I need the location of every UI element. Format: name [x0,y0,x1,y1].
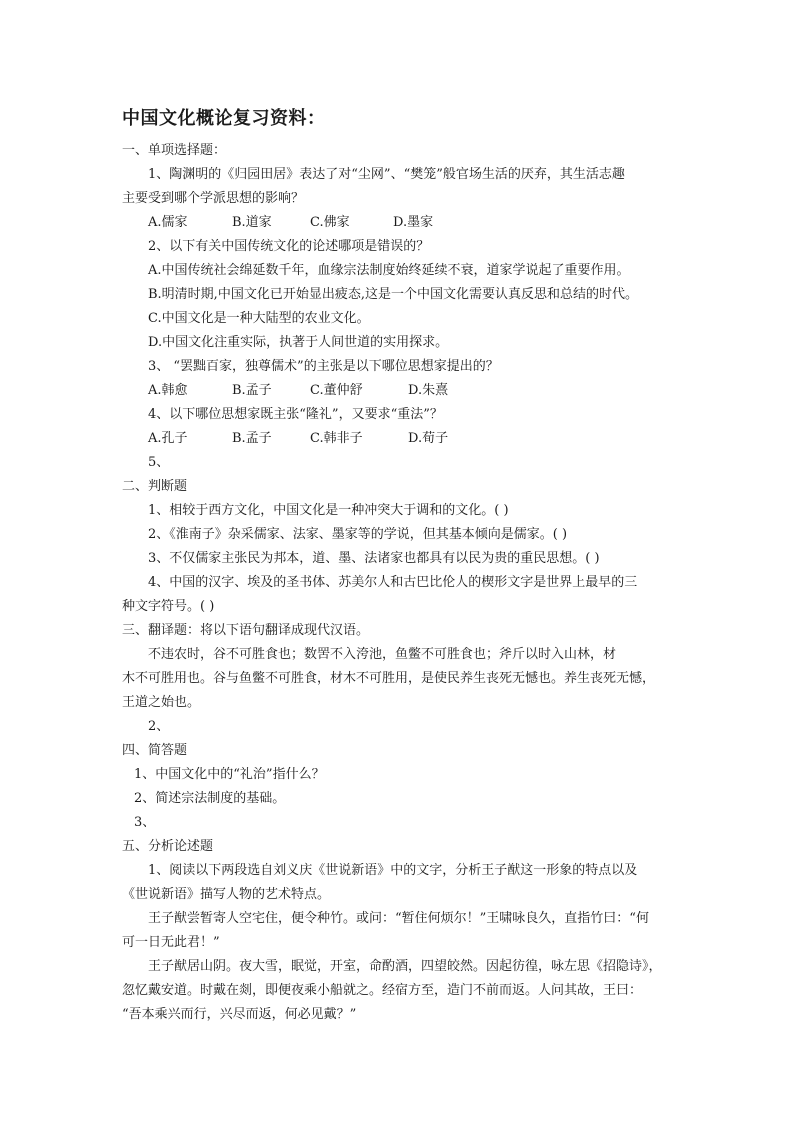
analysis-passage-2-line-1: 王子猷居山阴。夜大雪，眠觉，开室，命酌酒，四望皎然。因起彷徨，咏左思《招隐诗》， [148,959,662,974]
translation-item-2: 2、 [148,719,170,734]
short-answer-item-3: 3、 [134,815,156,830]
judgment-item-4-line-2: 种文字符号。( ) [122,599,215,614]
analysis-passage-2-line-3: “吾本乘兴而行，兴尽而返，何必见戴？” [122,1007,357,1022]
question-1-option-a: A.儒家 [148,215,188,230]
question-1-line-2: 主要受到哪个学派思想的影响？ [122,191,305,206]
question-2-option-a: A.中国传统社会绵延数千年，血缘宗法制度始终延续不衰，道家学说起了重要作用。 [148,263,630,278]
section-heading-judgment: 二、判断题 [122,479,188,494]
question-3-stem: 3、 “罢黜百家，独尊儒术”的主张是以下哪位思想家提出的？ [148,359,499,374]
question-3-option-d: D.朱熹 [408,383,449,398]
judgment-item-1: 1、相较于西方文化，中国文化是一种冲突大于调和的文化。( ) [148,503,509,518]
translation-passage-line-3: 王道之始也。 [122,695,201,710]
question-1-option-c: C.佛家 [310,215,350,230]
judgment-item-4-line-1: 4、中国的汉字、埃及的圣书体、苏美尔人和古巴比伦人的楔形文字是世界上最早的三 [148,575,638,590]
analysis-question-line-2: 《世说新语》描写人物的艺术特点。 [122,887,331,902]
translation-passage-line-2: 木不可胜用也。谷与鱼鳖不可胜食，材木不可胜用，是使民养生丧死无憾也。养生丧死无憾， [122,671,656,686]
question-2-option-c: C.中国文化是一种大陆型的农业文化。 [148,311,370,326]
analysis-passage-2-line-2: 忽忆戴安道。时戴在剡，即便夜乘小船就之。经宿方至，造门不前而返。人问其故，王曰： [122,983,643,998]
judgment-item-2: 2、《淮南子》杂采儒家、法家、墨家等的学说，但其基本倾向是儒家。( ) [148,527,568,542]
analysis-passage-1-line-1: 王子猷尝暂寄人空宅住，便令种竹。或问：“暂住何烦尔！”王啸咏良久，直指竹曰：“何 [148,911,649,926]
question-3-option-a: A.韩愈 [148,383,188,398]
question-3-option-b: B.孟子 [232,383,272,398]
question-2-option-d: D.中国文化注重实际，执著于人间世道的实用探求。 [148,335,449,350]
short-answer-item-2: 2、简述宗法制度的基础。 [134,791,286,806]
question-2-stem: 2、以下有关中国传统文化的论述哪项是错误的？ [148,239,430,254]
question-4-option-b: B.孟子 [232,431,272,446]
analysis-question-line-1: 1、阅读以下两段选自刘义庆《世说新语》中的文字，分析王子猷这一形象的特点以及 [148,863,638,878]
short-answer-item-1: 1、中国文化中的“礼治”指什么？ [134,767,325,782]
document-title: 中国文化概论复习资料： [122,108,326,129]
question-1-line-1: 1、陶渊明的《归园田居》表达了对“尘网”、“樊笼”般官场生活的厌弃，其生活志趣 [148,167,625,182]
section-heading-analysis: 五、分析论述题 [122,839,214,854]
question-1-option-d: D.墨家 [393,215,434,230]
question-4-option-a: A.孔子 [148,431,188,446]
section-heading-translation: 三、翻译题：将以下语句翻译成现代汉语。 [122,623,370,638]
question-2-option-b: B.明清时期,中国文化已开始显出疲态,这是一个中国文化需要认真反思和总结的时代。 [148,287,638,302]
question-5-stem: 5、 [148,455,170,470]
section-heading-choice: 一、单项选择题： [122,143,227,158]
question-1-option-b: B.道家 [232,215,272,230]
translation-passage-line-1: 不违农时，谷不可胜食也；数罟不入洿池，鱼鳖不可胜食也；斧斤以时入山林，材 [148,647,617,662]
question-3-option-c: C.董仲舒 [310,383,363,398]
question-4-stem: 4、以下哪位思想家既主张“隆礼”，又要求“重法”？ [148,407,443,422]
judgment-item-3: 3、不仅儒家主张民为邦本，道、墨、法诸家也都具有以民为贵的重民思想。( ) [148,551,600,566]
section-heading-short-answer: 四、简答题 [122,743,188,758]
question-4-option-c: C.韩非子 [310,431,363,446]
analysis-passage-1-line-2: 可一日无此君！” [122,935,220,950]
question-4-option-d: D.荀子 [408,431,449,446]
